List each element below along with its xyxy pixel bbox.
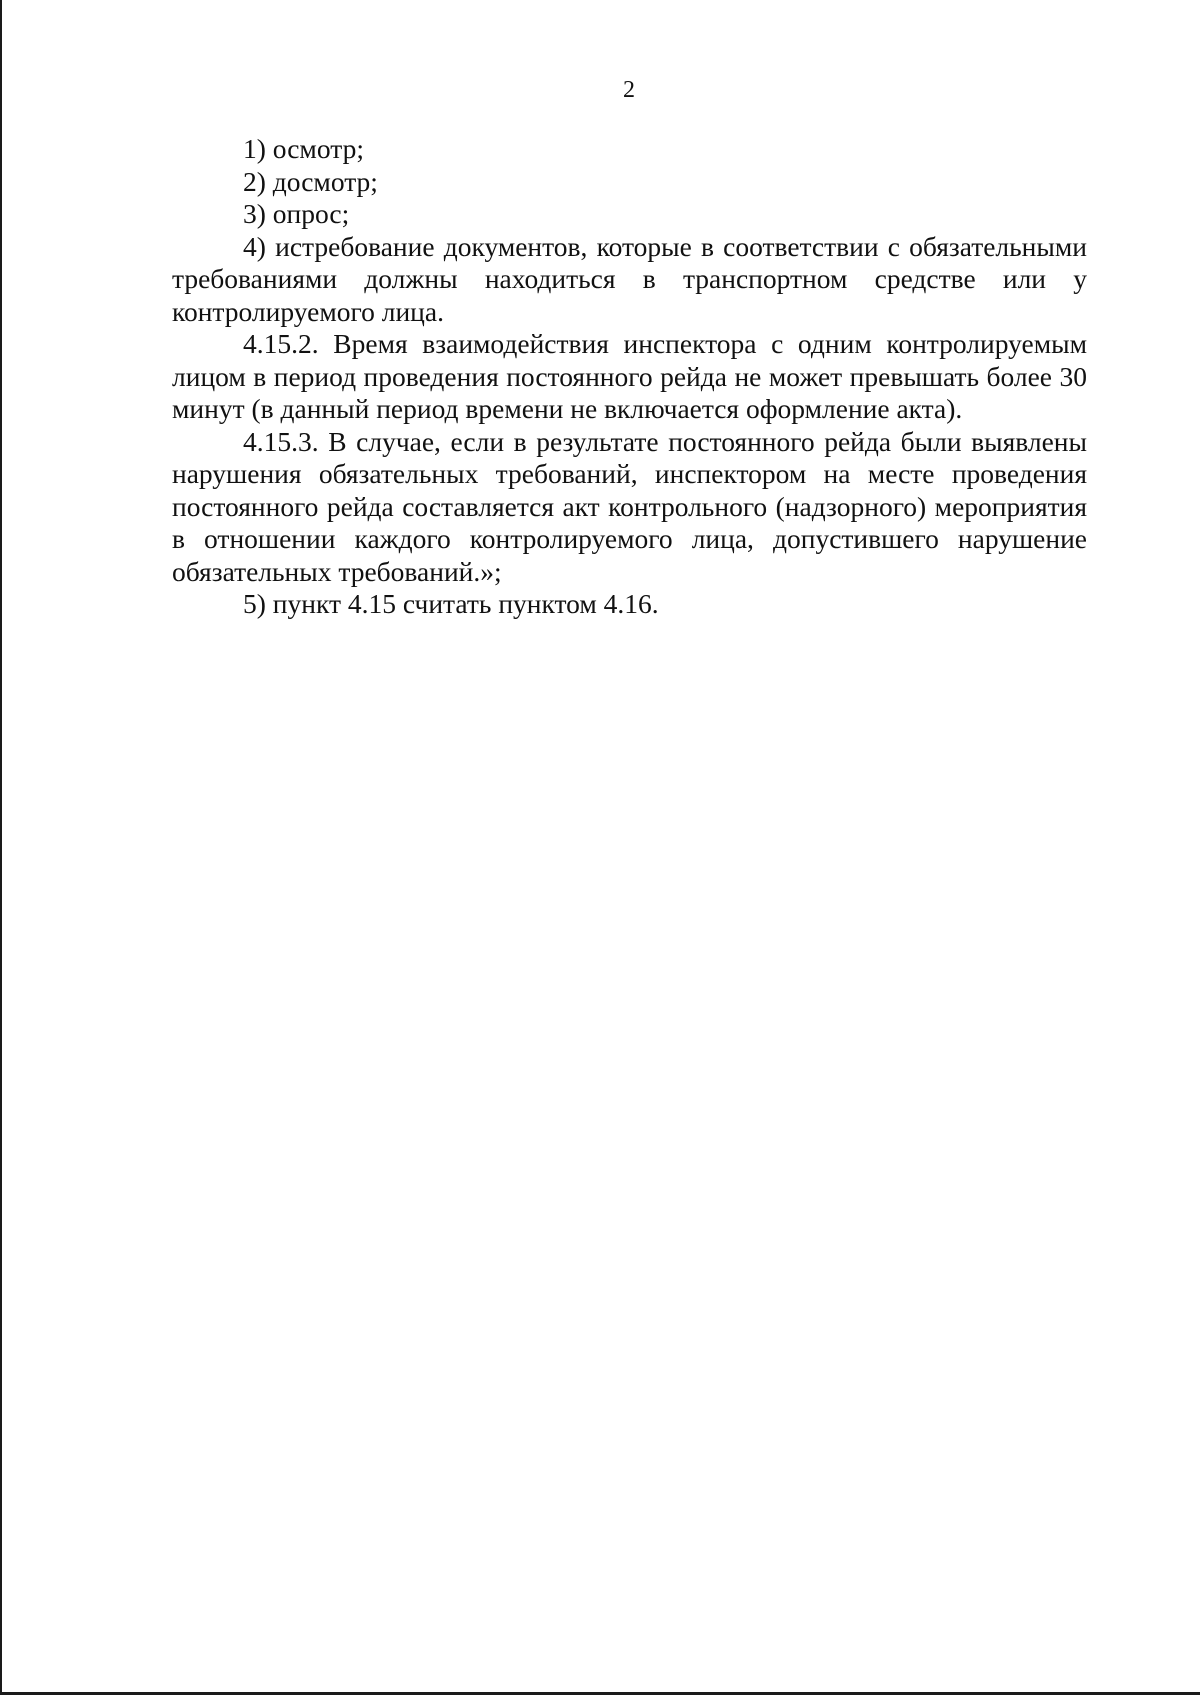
scan-left-edge	[0, 0, 2, 1695]
list-item-search: 2) досмотр;	[243, 165, 378, 197]
page-number: 2	[623, 77, 635, 103]
document-body	[172, 133, 1087, 621]
paragraph-renumbering: 5) пункт 4.15 считать пунктом 4.16.	[243, 588, 659, 619]
paragraph-4-15-3: 4.15.3. В случае, если в результате постоянного рейда были выявлены нарушения обязательных требований, инспектором на месте проведения постоянного рейда составляется акт контрольного (надзорного) мероприятия в отношении каждого контролируемого лица, допустившего нарушение обязательных требований.»;	[172, 425, 1087, 587]
list-item-survey: 3) опрос;	[243, 198, 350, 229]
list-item-inspection: 1) осмотр;	[243, 133, 364, 164]
paragraph-4-15-2: 4.15.2. Время взаимодействия инспектора с одним контролируемым лицом в период проведения постоянного рейда не может превышать более 30 минут (в данный период времени не включается оформление акта).	[172, 328, 1087, 424]
paragraph-documents-request: 4) истребование документов, которые в соответствии с обязательными требованиями должны находиться в транспортном средстве или у контролируемого лица.	[172, 230, 1087, 327]
